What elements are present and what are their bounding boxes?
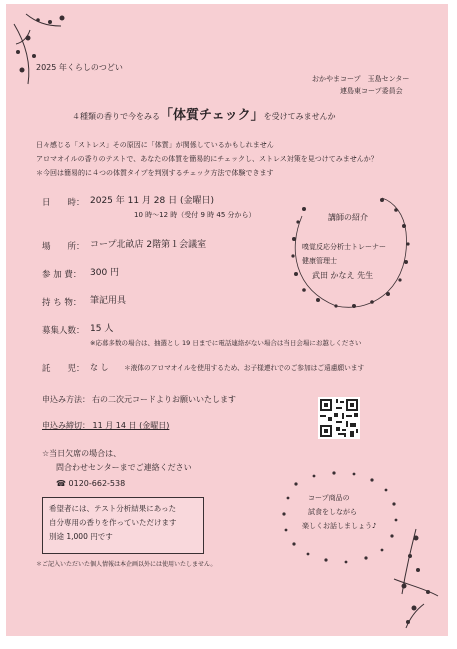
phone-icon: ☎ [56, 479, 66, 488]
series-title: 2025 年くらしのつどい [36, 63, 123, 72]
top-left-sprig-icon [14, 14, 61, 84]
tasting-line-3: 楽しくお話しましょう♪ [302, 522, 377, 530]
place-label: 場 所： [42, 242, 85, 252]
flyer-page [6, 4, 448, 636]
childcare-value: な し [90, 363, 109, 372]
capacity-label: 募集人数： [42, 326, 85, 336]
fee-label: 参 加 費： [42, 270, 82, 280]
page-title [72, 104, 336, 123]
apply-value: 右の二次元コードよりお願いいたします [92, 395, 236, 404]
lecturer-role-2: 健康管理士 [302, 257, 337, 265]
date-value: 2025 年 11 月 28 日 (金曜日) [90, 196, 214, 206]
title-main: 「体質チェック」 [160, 108, 264, 123]
custom-aroma-note-box [42, 497, 204, 554]
tasting-line-1: コープ商品の [308, 494, 350, 502]
lecturer-heading: 講師の紹介 [328, 213, 368, 222]
time-value: 10 時〜12 時（受付 9 時 45 分から） [134, 211, 256, 219]
apply-deadline: 申込み締切： 11 月 14 日 (金曜日) [42, 421, 170, 430]
intro-line-3: ＊今回は簡易的に４つの体質タイプを判別するチェック方法で体験できます [36, 169, 274, 177]
organizer-center: おかやまコープ 玉島センター [312, 75, 410, 83]
absence-line-1: ☆当日欠席の場合は、 [42, 449, 122, 458]
fee-value: 300 円 [90, 268, 120, 278]
organizer-committee: 連島東コープ委員会 [340, 87, 403, 95]
absence-phone [56, 478, 125, 489]
tasting-line-2: 試食をしながら [308, 508, 357, 516]
title-suffix: を受けてみませんか [263, 112, 336, 121]
childcare-label: 託 児： [42, 364, 85, 374]
privacy-footer: ＊ご記入いただいた個人情報は本企画以外には使用いたしません。 [36, 561, 217, 568]
items-value: 筆記用具 [90, 296, 127, 306]
place-value: コープ北畝店 2階第１会議室 [90, 240, 207, 250]
absence-line-2: 問合わせセンターまでご連絡ください [56, 463, 192, 472]
childcare-note: ＊液体のアロマオイルを使用するため、お子様連れでのご参加はご遠慮願います [124, 364, 365, 372]
date-label: 日 時： [42, 198, 85, 208]
qr-code-icon [318, 397, 360, 439]
apply-label: 申込み方法： [42, 395, 90, 404]
absence-phone-number: 0120-662-538 [68, 479, 126, 488]
notebox-line-2: 自分専用の香りを作っていただけます [49, 518, 177, 527]
notebox-line-3: 別途 1,000 円です [49, 532, 113, 541]
capacity-value: 15 人 [90, 324, 114, 334]
items-label: 持 ち 物： [42, 298, 82, 308]
title-prefix: ４種類の香りで今をみる [72, 112, 160, 121]
application-qr-code[interactable] [318, 397, 360, 439]
intro-line-2: アロマオイルの香りのテストで、あなたの体質を簡易的にチェックし、ストレス対策を見つけてみませんか？ [36, 155, 378, 163]
tasting-dotted-ring-icon [282, 471, 397, 563]
bottom-right-sprig-icon [394, 529, 438, 628]
intro-line-1: 日々感じる「ストレス」その原因に「体質」が関係しているかもしれません [36, 141, 274, 149]
notebox-line-1: 希望者には、テスト分析結果にあった [49, 504, 177, 513]
bottom-right-buds-icon [402, 536, 431, 625]
lecturer-name: 武田 かなえ 先生 [312, 271, 374, 280]
capacity-note: ※応募多数の場合は、抽選とし 19 日までに電話連絡がない場合は当日会場にお越しください [90, 339, 362, 347]
lecturer-role-1: 嗅覚反応分析士トレーナー [302, 243, 386, 251]
